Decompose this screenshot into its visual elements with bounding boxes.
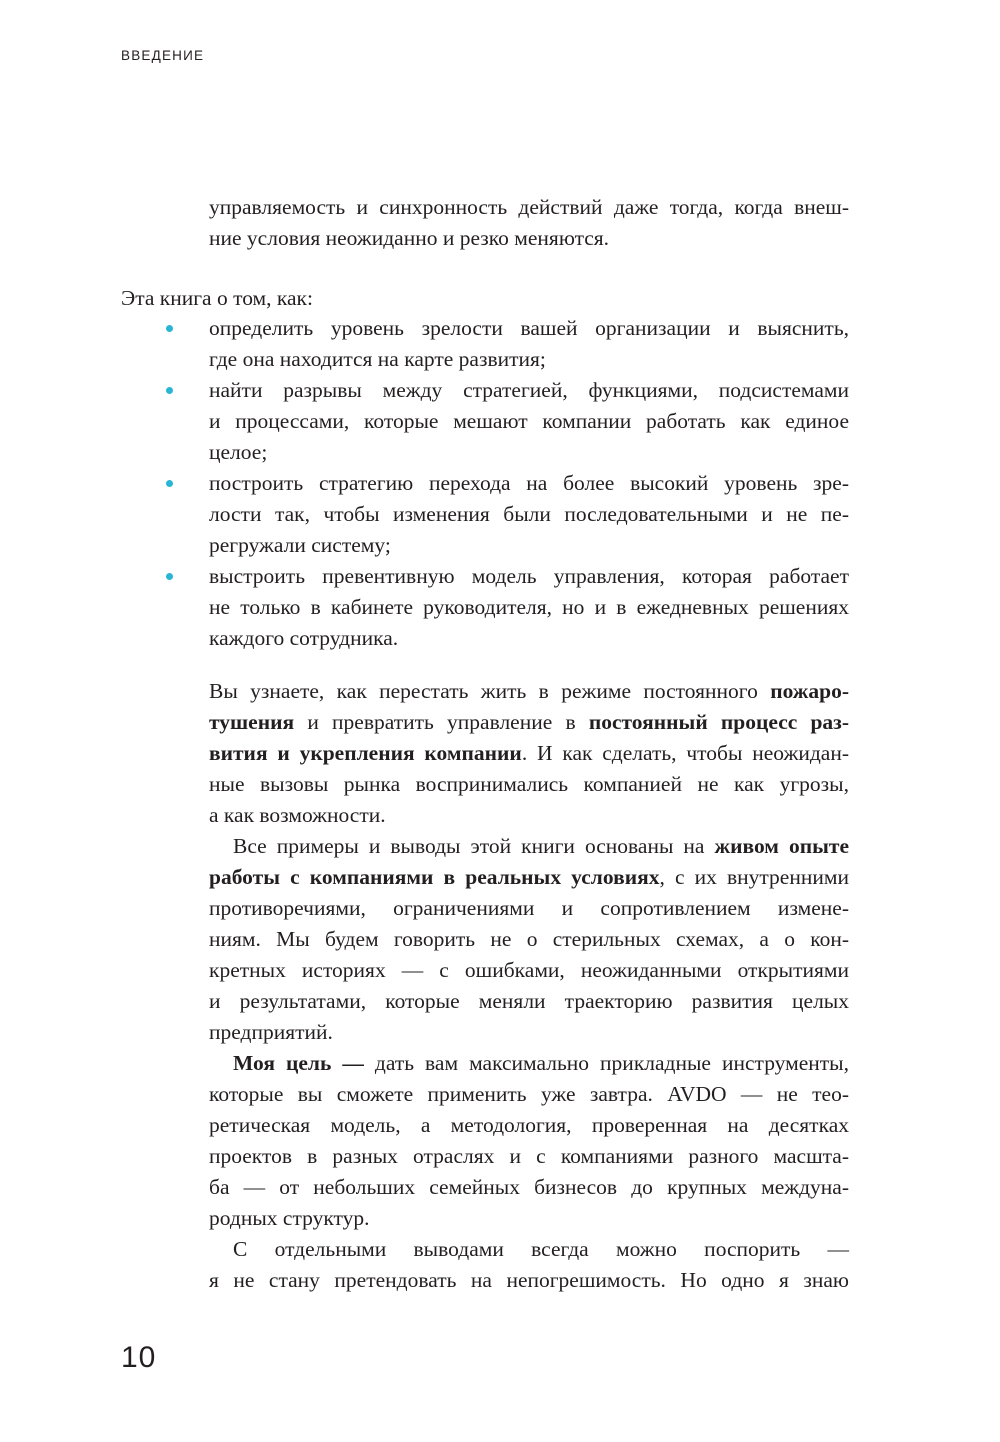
text-line: управляемость и синхронность действий даже тогда, когда внеш- <box>209 195 849 219</box>
text-line: выстроить превентивную модель управления, которая работает <box>209 564 849 588</box>
paragraph-2 <box>209 831 849 1048</box>
text-line: ретическая модель, а методология, проверенная на десятках <box>209 1113 849 1137</box>
text-line: ба — от небольших семейных бизнесов до крупных междуна- <box>209 1175 849 1199</box>
text-line: найти разрывы между стратегией, функциями, подсистемами <box>209 378 849 402</box>
text-line: а как возможности. <box>209 803 386 827</box>
text-line: регружали систему; <box>209 533 391 557</box>
bullet-dot-icon <box>166 387 173 394</box>
bold-phrase: постоянный процесс раз- <box>588 710 849 734</box>
text-line: С отдельными выводами всегда можно поспорить — <box>233 1237 849 1261</box>
text-line: лости так, чтобы изменения были последовательными и не пе- <box>209 502 849 526</box>
paragraph-1 <box>209 676 849 831</box>
bold-phrase: вития и укрепления компании <box>209 741 522 765</box>
text-line: кретных историях — с ошибками, неожиданными открытиями <box>209 958 849 982</box>
text-line: я не стану претендовать на непогрешимость. Но одно я знаю <box>209 1268 849 1292</box>
bold-phrase: тушения <box>209 710 295 734</box>
list-intro: Эта книга о том, как: <box>121 286 313 310</box>
bold-phrase: Моя цель — <box>233 1051 364 1075</box>
text-line: построить стратегию перехода на более высокий уровень зре- <box>209 471 849 495</box>
bold-phrase: работы с компаниями в реальных условиях <box>209 865 660 889</box>
text-line: ные вызовы рынка воспринимались компанией не как угрозы, <box>209 772 849 796</box>
text-line: и процессами, которые мешают компании работать как единое <box>209 409 849 433</box>
list-item <box>0 468 1000 561</box>
text-line: Все примеры и выводы этой книги основаны на живом опыте <box>233 834 849 858</box>
text-line: не только в кабинете руководителя, но и в ежедневных решениях <box>209 595 849 619</box>
list-item <box>0 375 1000 468</box>
paragraph-3 <box>209 1048 849 1234</box>
bold-phrase: живом опыте <box>714 834 849 858</box>
text-line: Моя цель — дать вам максимально прикладные инструменты, <box>233 1051 850 1075</box>
running-head: ВВЕДЕНИЕ <box>121 48 205 63</box>
text-line: ниям. Мы будем говорить не о стерильных схемах, а о кон- <box>209 927 849 951</box>
text-line: противоречиями, ограничениями и сопротивлением измене- <box>209 896 849 920</box>
text-line: родных структур. <box>209 1206 370 1230</box>
page-number: 10 <box>121 1341 157 1374</box>
bold-phrase: пожаро- <box>770 679 849 703</box>
bullet-dot-icon <box>166 480 173 487</box>
list-item <box>0 313 1000 375</box>
text-line: определить уровень зрелости вашей организации и выяснить, <box>209 316 849 340</box>
text-line: целое; <box>209 440 268 464</box>
continuation-paragraph <box>209 192 849 254</box>
bullet-list <box>0 313 1000 654</box>
list-item <box>0 561 1000 654</box>
text-line: работы с компаниями в реальных условиях, с их внутренними <box>209 865 849 889</box>
text-line: где она находится на карте развития; <box>209 347 546 371</box>
paragraph-4 <box>209 1234 849 1296</box>
text-line: и результатами, которые меняли траекторию развития целых <box>209 989 849 1013</box>
text-line: которые вы сможете применить уже завтра. AVDO — не тео- <box>209 1082 849 1106</box>
text-line: тушения и превратить управление в постоянный процесс раз- <box>209 710 849 734</box>
text-line: Вы узнаете, как перестать жить в режиме постоянного пожаро- <box>209 679 849 703</box>
text-line: вития и укрепления компании. И как сделать, чтобы неожидан- <box>209 741 849 765</box>
text-line: каждого сотрудника. <box>209 626 399 650</box>
bullet-dot-icon <box>166 325 173 332</box>
bullet-dot-icon <box>166 573 173 580</box>
text-line: предприятий. <box>209 1020 333 1044</box>
text-line: проектов в разных отраслях и с компаниями разного масшта- <box>209 1144 849 1168</box>
text-line: ние условия неожиданно и резко меняются. <box>209 226 610 250</box>
